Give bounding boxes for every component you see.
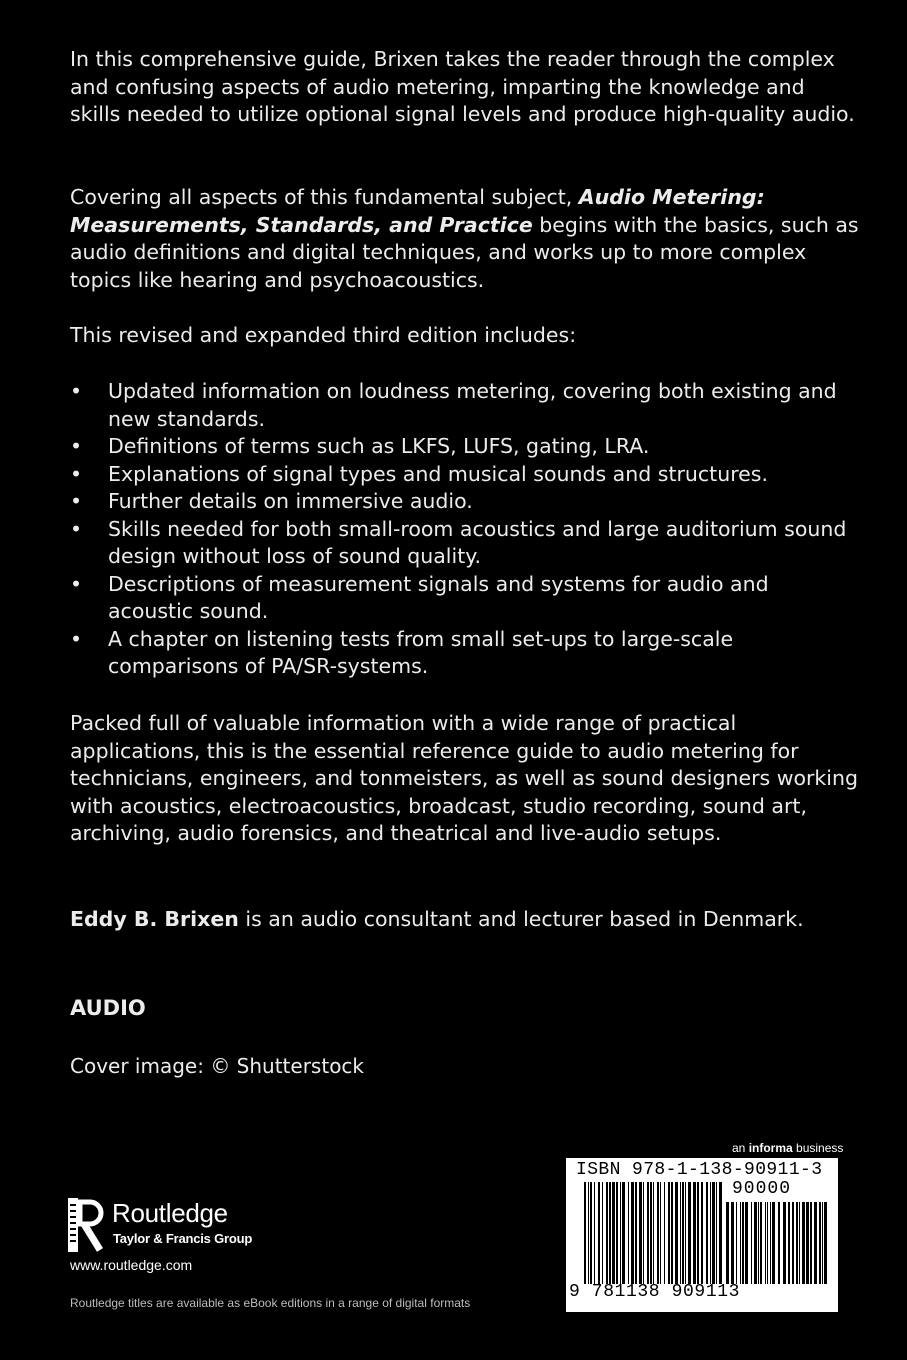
- informa-name: informa: [748, 1141, 793, 1155]
- edition-intro: This revised and expanded third edition includes:: [70, 323, 577, 347]
- blurb-summary: Packed full of valuable information with a wide range of practical applications, this is the essential reference guide to audio metering for technicians, engineers, and tonmeisters, as well as sound designers working with acoustics, electroacoustics, broadcast, studio recording, sound art, archiving, audio forensics, and theatrical and live-audio setups.: [70, 711, 859, 845]
- author-name: Eddy B. Brixen: [70, 907, 239, 931]
- ean-barcode-bars: [584, 1182, 722, 1284]
- informa-business-tag: [732, 1141, 843, 1155]
- ebook-note: Routledge titles are available as eBook editions in a range of digital formats: [70, 1296, 471, 1310]
- list-item: • Descriptions of measurement signals and systems for audio and acoustic sound.: [70, 571, 860, 626]
- addon-barcode-bars: [726, 1202, 830, 1284]
- publisher-logo: [68, 1196, 288, 1254]
- publisher-group: Taylor & Francis Group: [113, 1231, 253, 1246]
- list-item: • Updated information on loudness metering, covering both existing and new standards.: [70, 378, 860, 433]
- author-bio-text: is an audio consultant and lecturer based in Denmark.: [238, 907, 804, 931]
- blurb-coverage-after: begins with the basics, such as audio definitions and digital techniques, and works up to more complex topics like hearing and psychoacoustics.: [70, 212, 859, 292]
- list-item: • Explanations of signal types and musical sounds and structures.: [70, 461, 860, 489]
- ean-number: 9 781138 909113: [569, 1282, 741, 1302]
- list-item: • Further details on immersive audio.: [70, 488, 860, 516]
- informa-suffix: business: [792, 1141, 844, 1155]
- publisher-website[interactable]: www.routledge.com: [70, 1257, 193, 1273]
- blurb-intro: In this comprehensive guide, Brixen takes the reader through the complex and confusing aspects of audio metering, imparting the knowledge and skills needed to utilize optional signal levels and produce high-quality audio.: [70, 47, 855, 126]
- blurb-coverage-before: Covering all aspects of this fundamental subject,: [70, 185, 579, 209]
- blurb-coverage: [70, 184, 860, 294]
- informa-prefix: an: [732, 1141, 749, 1155]
- list-item: • Definitions of terms such as LKFS, LUFS, gating, LRA.: [70, 433, 860, 461]
- list-item: • A chapter on listening tests from small set-ups to large-scale comparisons of PA/SR-systems.: [70, 626, 860, 681]
- routledge-r-logo-icon: [68, 1198, 104, 1252]
- isbn-barcode: [566, 1158, 838, 1312]
- publisher-name: Routledge: [112, 1198, 228, 1228]
- isbn-number: ISBN 978-1-138-90911-3: [576, 1160, 823, 1180]
- author-bio: [70, 906, 860, 934]
- edition-features-list: [70, 378, 860, 681]
- cover-credit: Cover image: © Shutterstock: [70, 1054, 365, 1078]
- barcode-addon-number: 90000: [732, 1179, 792, 1199]
- list-item: • Skills needed for both small-room acoustics and large auditorium sound design without loss of sound quality.: [70, 516, 860, 571]
- book-title: Audio Metering: Measurements, Standards, and Practice: [70, 185, 765, 237]
- subject-category: AUDIO: [70, 996, 146, 1020]
